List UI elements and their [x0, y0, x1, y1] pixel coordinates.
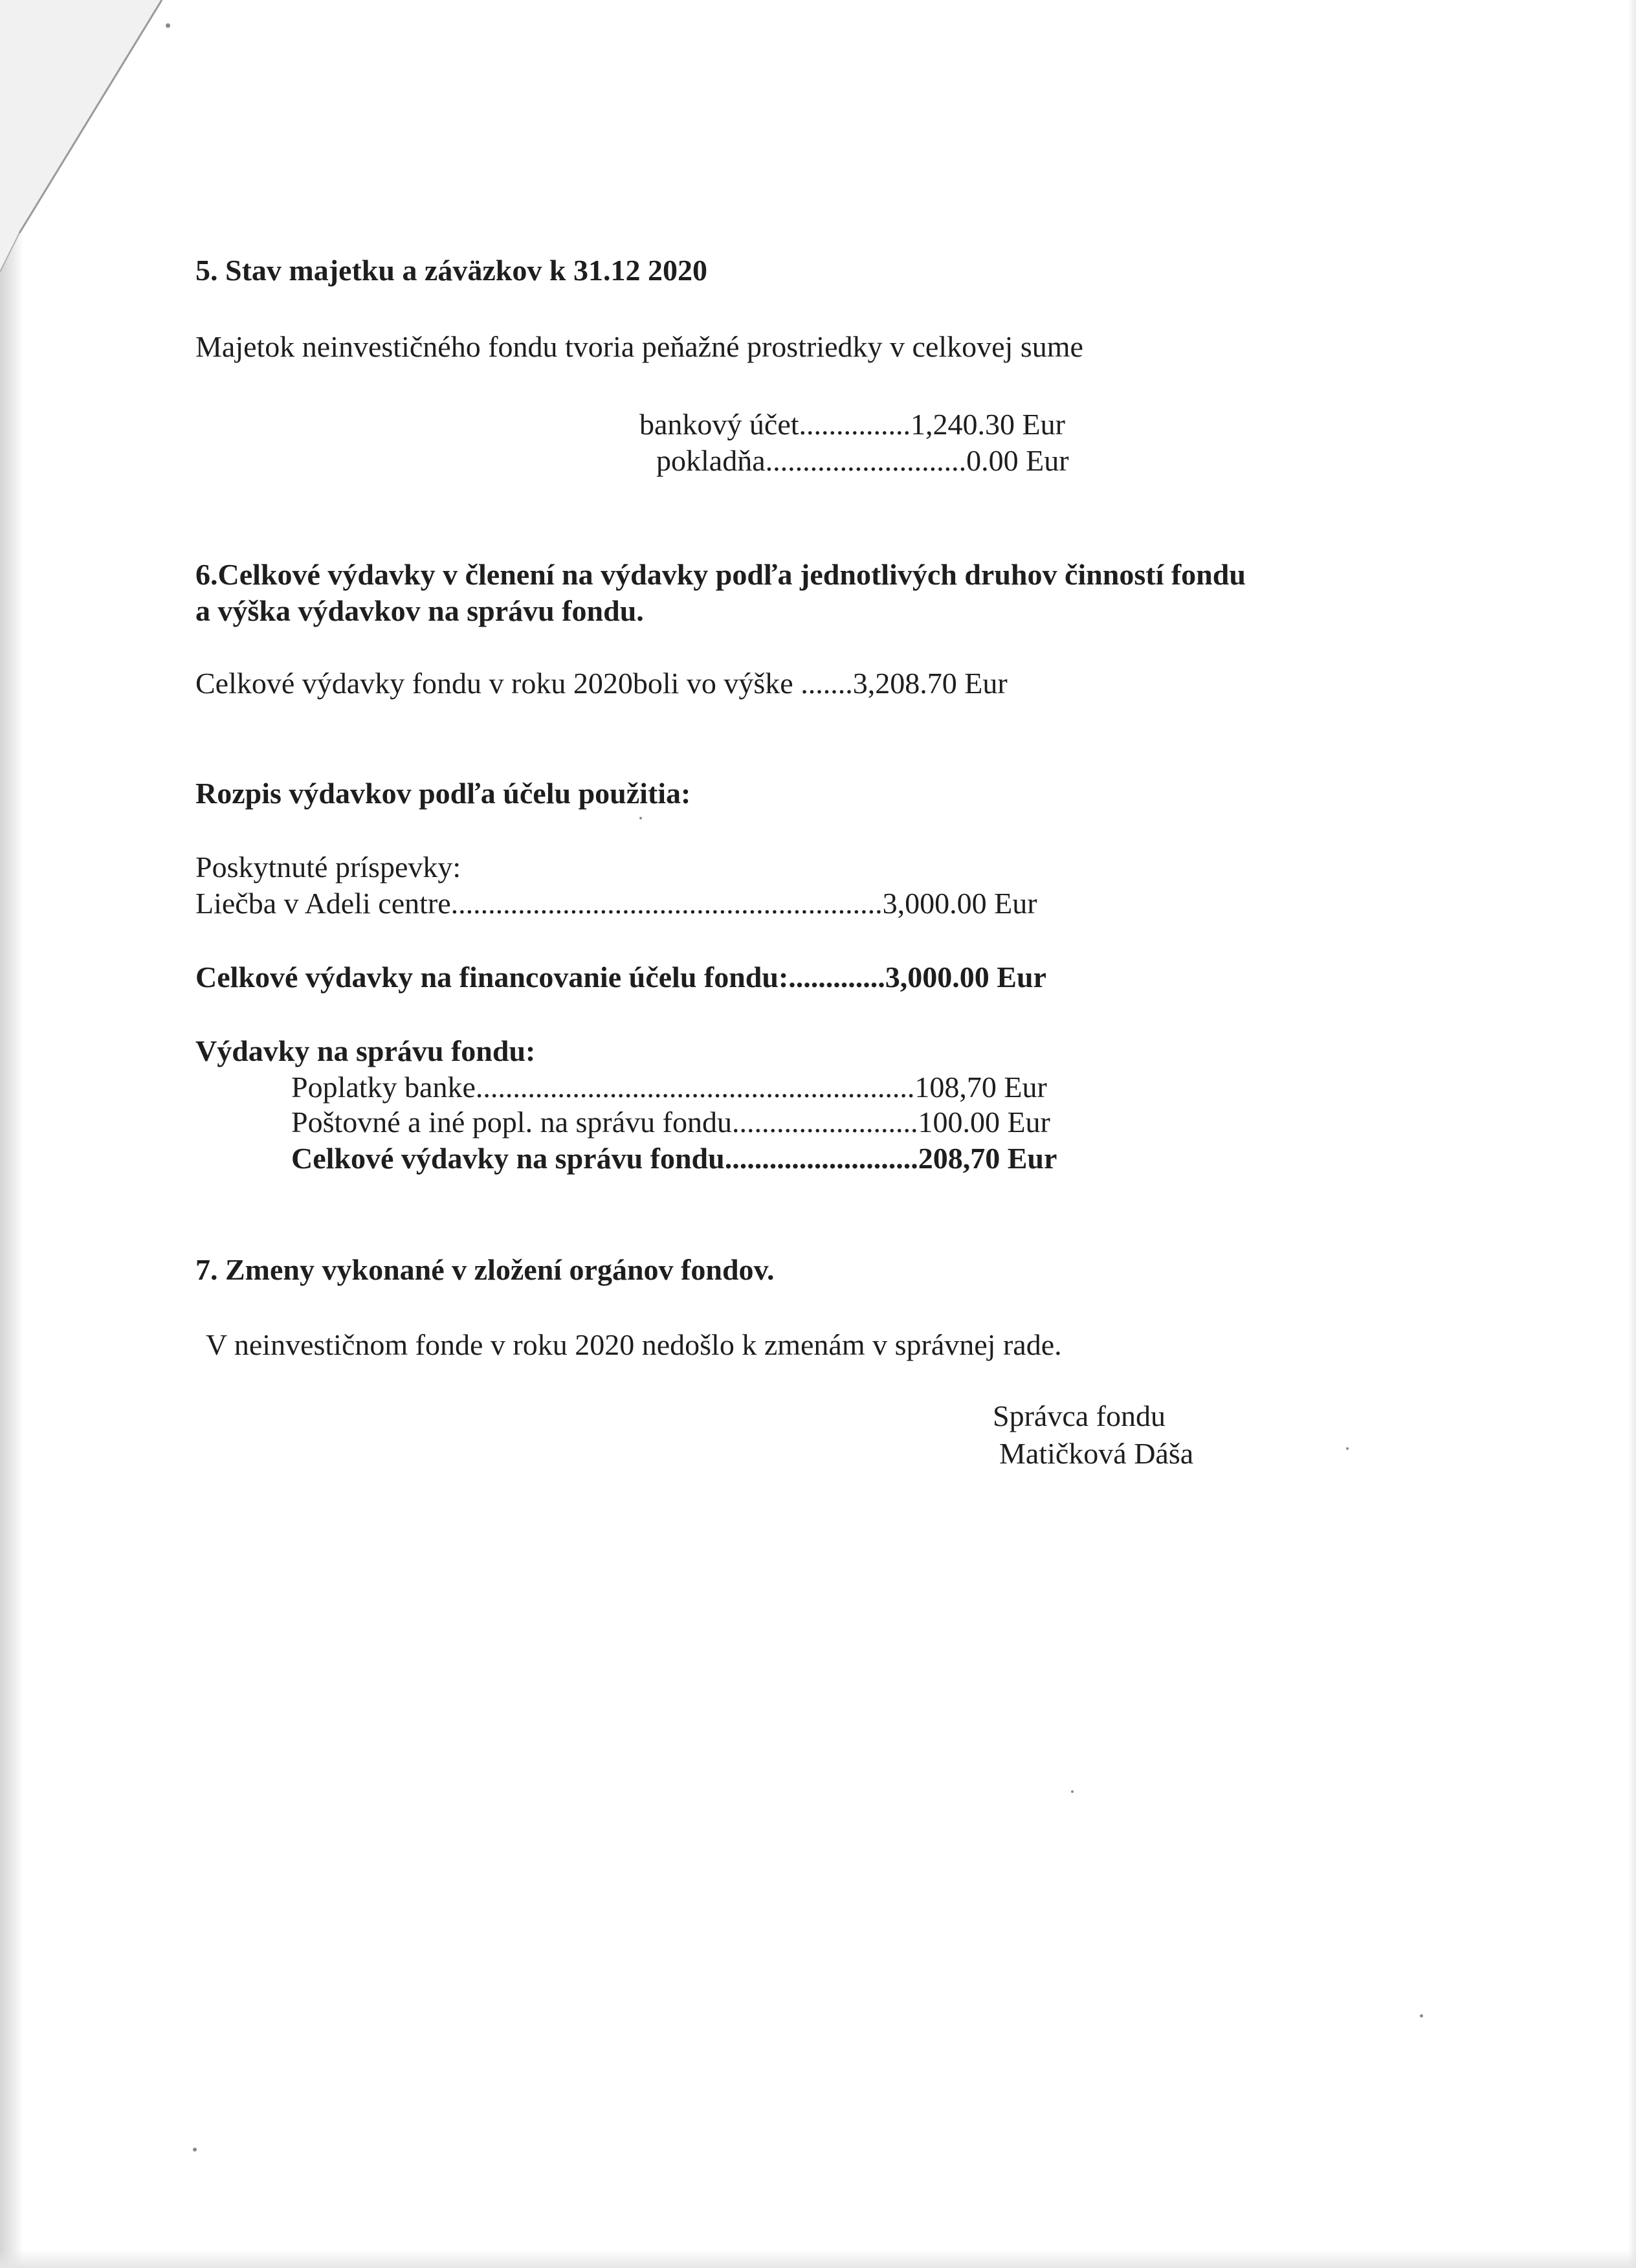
section5-intro: Majetok neinvestičného fondu tvoria peňažné prostriedky v celkovej sume [195, 330, 1083, 363]
bank-fees-leader: ........................................................... [475, 1071, 915, 1104]
section7-text: V neinvestičnom fonde v roku 2020 nedošlo k zmenám v správnej rade. [206, 1328, 1062, 1361]
contributions-heading: Poskytnuté príspevky: [195, 850, 461, 884]
total-expenses-leader: ....... [801, 667, 853, 700]
total-expenses-label: Celkové výdavky fondu v roku 2020boli vo výške [195, 667, 793, 700]
purpose-total-label: Celkové výdavky na financovanie účelu fondu: [195, 961, 789, 994]
bank-account-row [639, 406, 1065, 443]
purpose-total-leader: ............. [788, 961, 885, 994]
bank-fees-label: Poplatky banke [291, 1071, 476, 1104]
treatment-value: 3,000.00 Eur [882, 887, 1037, 920]
purpose-total-row [195, 959, 1046, 995]
scan-speck [639, 817, 642, 819]
cash-label: pokladňa [656, 444, 766, 477]
admin-total-row [291, 1140, 1057, 1177]
admin-total-value: 208,70 Eur [918, 1142, 1057, 1175]
postage-label: Poštovné a iné popl. na správu fondu [291, 1106, 732, 1139]
admin-total-leader: .......................... [724, 1142, 918, 1175]
purpose-total-value: 3,000.00 Eur [885, 961, 1046, 994]
treatment-row [195, 885, 1037, 922]
total-expenses-row [195, 665, 1008, 702]
section6-heading-line2: a výška výdavkov na správu fondu. [195, 594, 644, 627]
section7-heading: 7. Zmeny vykonané v zložení orgánov fondov. [195, 1253, 775, 1286]
cash-value: 0.00 Eur [966, 444, 1069, 477]
bank-fees-row [291, 1069, 1047, 1106]
postage-leader: ......................... [731, 1106, 918, 1139]
section6-heading-line1: 6.Celkové výdavky v členení na výdavky podľa jednotlivých druhov činností fondu [195, 558, 1246, 591]
total-expenses-value: 3,208.70 Eur [852, 667, 1008, 700]
postage-value: 100.00 Eur [918, 1106, 1050, 1139]
bank-account-value: 1,240.30 Eur [911, 408, 1065, 441]
scan-speck [1420, 2014, 1423, 2018]
scan-speck [193, 2148, 197, 2151]
cash-leader: ........................... [765, 444, 967, 477]
bank-fees-value: 108,70 Eur [914, 1071, 1047, 1104]
treatment-label: Liečba v Adeli centre [195, 887, 451, 920]
signature-role: Správca fondu [993, 1399, 1166, 1432]
section5-heading: 5. Stav majetku a záväzkov k 31.12 2020 [195, 254, 707, 287]
bank-account-label: bankový účet [639, 408, 799, 441]
signature-name: Matičková Dáša [999, 1437, 1194, 1470]
scan-speck [1071, 1790, 1074, 1793]
scan-speck [1346, 1447, 1349, 1450]
scan-speck [166, 23, 170, 28]
scan-bottom-edge [0, 2250, 1636, 2268]
cash-row [656, 443, 1069, 479]
bank-account-leader: ............... [799, 408, 911, 441]
breakdown-heading: Rozpis výdavkov podľa účelu použitia: [195, 777, 691, 810]
treatment-leader: .......................................................... [450, 887, 883, 920]
admin-heading: Výdavky na správu fondu: [195, 1034, 536, 1067]
scan-right-edge [1628, 0, 1636, 2268]
postage-row [291, 1104, 1050, 1140]
admin-total-label: Celkové výdavky na správu fondu [291, 1142, 725, 1175]
